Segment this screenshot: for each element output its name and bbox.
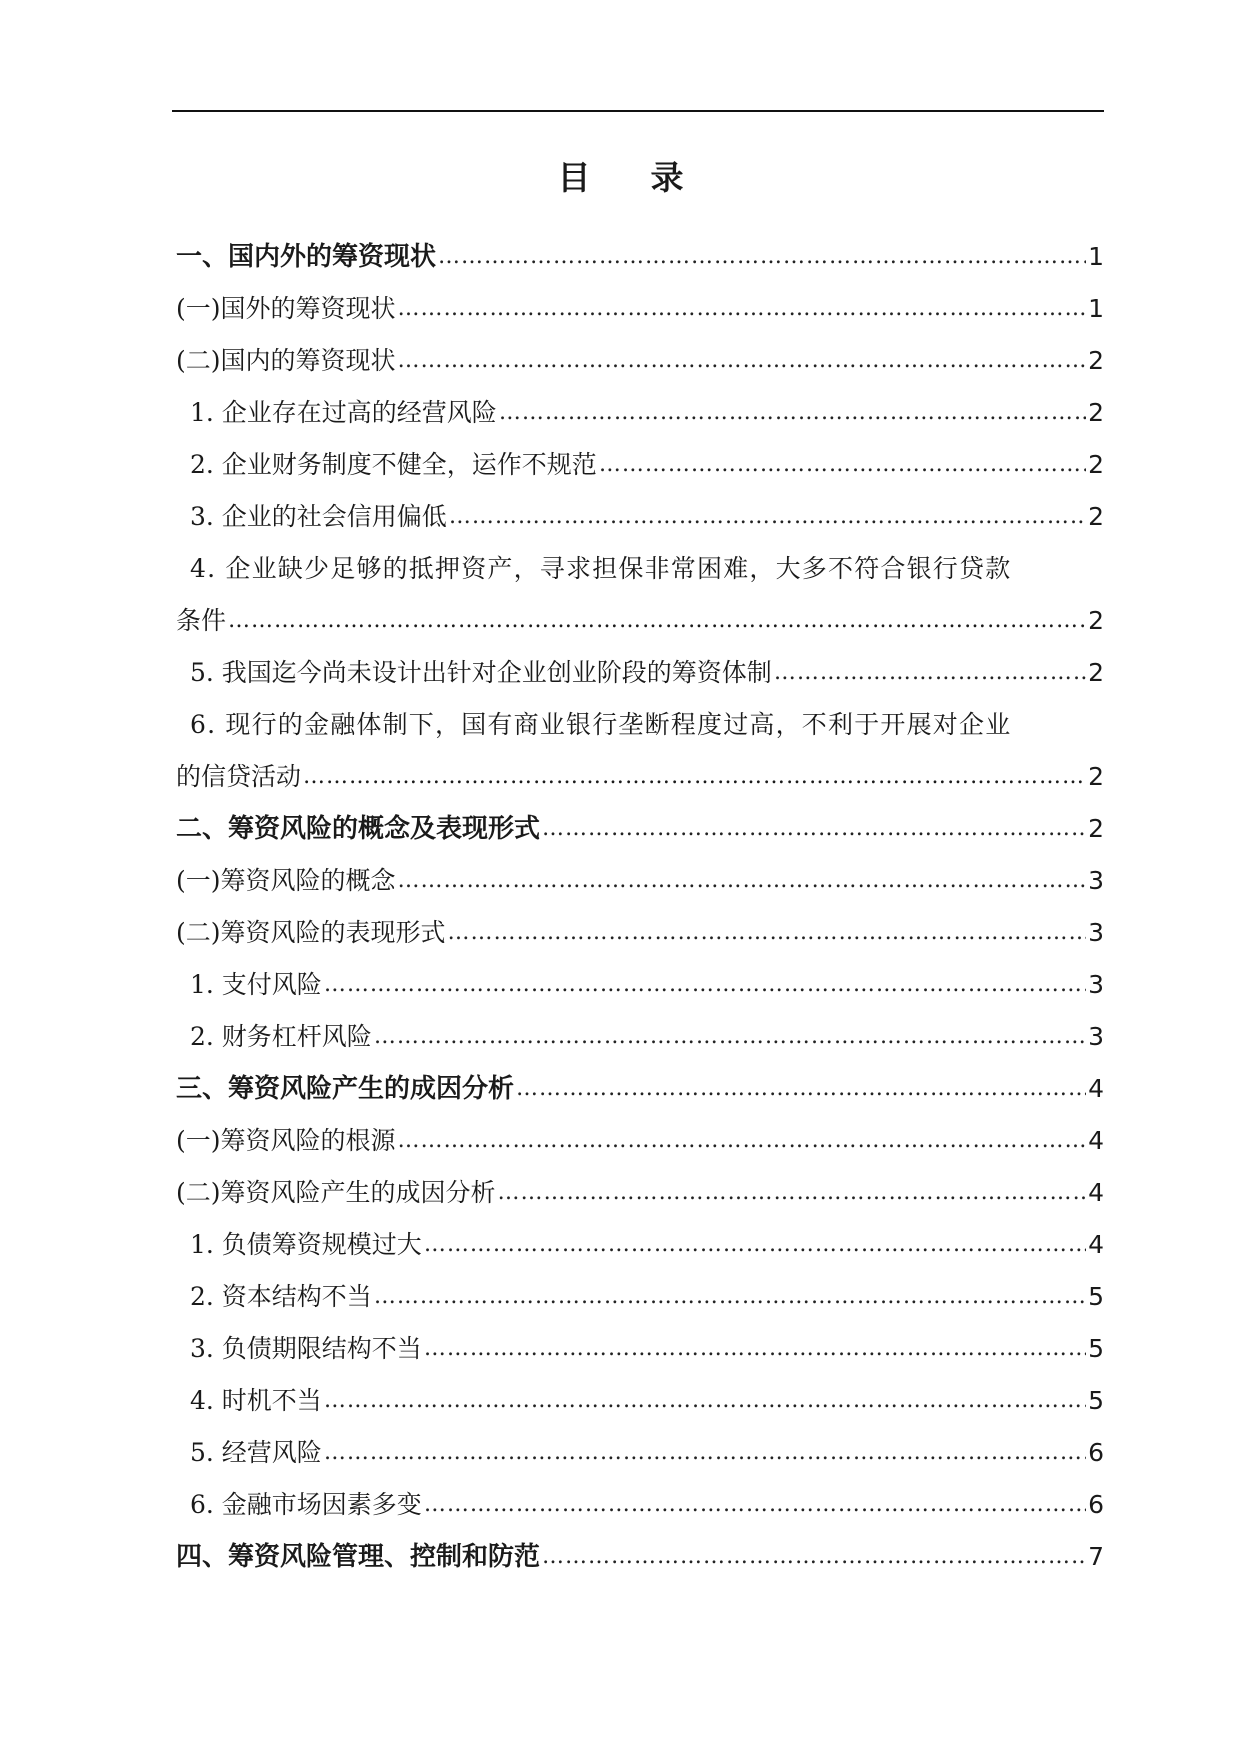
toc-entry-text: 1. 企业存在过高的经营风险 <box>190 398 497 427</box>
toc-page-number: 2 <box>1088 606 1104 635</box>
toc-entry[interactable] <box>176 1522 1104 1574</box>
toc-leader-dots <box>322 1436 1086 1470</box>
toc-entry-text: 4. 企业缺少足够的抵押资产，寻求担保非常困难，大多不符合银行贷款 <box>190 554 1012 583</box>
toc-page-number: 2 <box>1088 502 1104 531</box>
toc-entry-text: 1. 负债筹资规模过大 <box>190 1230 422 1259</box>
toc-entry-line-1 <box>176 690 1104 742</box>
toc-entry[interactable] <box>176 1470 1104 1522</box>
toc-leader-dots <box>322 1384 1086 1418</box>
toc-entry[interactable] <box>176 898 1104 950</box>
toc-entry-text: (一)国外的筹资现状 <box>176 294 396 323</box>
toc-leader-dots <box>322 968 1086 1002</box>
toc-page-number: 4 <box>1088 1074 1104 1103</box>
toc-entry-text: 四、筹资风险管理、控制和防范 <box>176 1542 541 1572</box>
toc-entry[interactable] <box>176 638 1104 690</box>
toc-entry[interactable] <box>176 534 1104 638</box>
toc-entry-text: 5. 我国迄今尚未设计出针对企业创业阶段的筹资体制 <box>190 658 772 687</box>
toc-entry[interactable] <box>176 1210 1104 1262</box>
toc-entry-text: (一)筹资风险的概念 <box>176 866 396 895</box>
toc-page-number: 2 <box>1088 346 1104 375</box>
toc-entry-line-2 <box>176 742 1104 794</box>
toc-entry[interactable] <box>176 222 1104 274</box>
toc-entry-line-1 <box>176 534 1104 586</box>
toc-leader-dots <box>396 292 1087 326</box>
toc-leader-dots <box>396 344 1087 378</box>
header-rule <box>172 110 1104 112</box>
toc-leader-dots <box>396 1124 1087 1158</box>
toc-leader-dots <box>396 864 1087 898</box>
toc-page-number: 5 <box>1088 1282 1104 1311</box>
toc-title: 目录 <box>557 158 744 197</box>
toc-page-number: 1 <box>1088 242 1104 271</box>
toc-leader-dots <box>446 916 1087 950</box>
toc-leader-dots <box>496 1176 1087 1210</box>
toc-entry[interactable] <box>176 482 1104 534</box>
toc-entry[interactable] <box>176 1314 1104 1366</box>
toc-leader-dots <box>422 1332 1086 1366</box>
toc-entry[interactable] <box>176 378 1104 430</box>
toc-page-number: 2 <box>1088 814 1104 843</box>
toc-page-number: 3 <box>1088 866 1104 895</box>
toc-entry-text: (二)筹资风险的表现形式 <box>176 918 446 947</box>
toc-leader-dots <box>422 1488 1086 1522</box>
toc-entry[interactable] <box>176 1158 1104 1210</box>
toc-page-number: 5 <box>1088 1334 1104 1363</box>
toc-leader-dots <box>226 604 1086 638</box>
toc-leader-dots <box>540 812 1086 846</box>
toc-entry[interactable] <box>176 326 1104 378</box>
toc-leader-dots <box>597 448 1086 482</box>
toc-entry[interactable] <box>176 846 1104 898</box>
toc-leader-dots <box>372 1020 1086 1054</box>
toc-page-number: 3 <box>1088 1022 1104 1051</box>
toc-leader-dots <box>772 656 1086 690</box>
toc-entry-text: 1. 支付风险 <box>190 970 322 999</box>
toc-entry-text: (二)筹资风险产生的成因分析 <box>176 1178 496 1207</box>
toc-entry-text: 3. 企业的社会信用偏低 <box>190 502 447 531</box>
toc-entry-text: 6. 现行的金融体制下，国有商业银行垄断程度过高，不利于开展对企业 <box>190 710 1012 739</box>
toc-entry-text: 一、国内外的筹资现状 <box>176 242 437 272</box>
toc-entry-text: 3. 负债期限结构不当 <box>190 1334 422 1363</box>
toc-entry-text: 4. 时机不当 <box>190 1386 322 1415</box>
toc-entry[interactable] <box>176 274 1104 326</box>
toc-page-number: 2 <box>1088 762 1104 791</box>
toc-entry-line-2 <box>176 586 1104 638</box>
toc-entry-text: (二)国内的筹资现状 <box>176 346 396 375</box>
toc-page-number: 2 <box>1088 398 1104 427</box>
toc-page-number: 4 <box>1088 1230 1104 1259</box>
toc-entry-text: 2. 财务杠杆风险 <box>190 1022 372 1051</box>
toc-entry-text: 5. 经营风险 <box>190 1438 322 1467</box>
toc-entry-text: (一)筹资风险的根源 <box>176 1126 396 1155</box>
toc-entry-text-continued: 条件 <box>176 606 227 635</box>
toc-leader-dots <box>436 240 1086 274</box>
toc-entry[interactable] <box>176 950 1104 1002</box>
toc-page-number: 4 <box>1088 1126 1104 1155</box>
toc-page-number: 2 <box>1088 450 1104 479</box>
toc-entry[interactable] <box>176 690 1104 794</box>
toc-entry-text: 2. 资本结构不当 <box>190 1282 372 1311</box>
toc-page-number: 6 <box>1088 1490 1104 1519</box>
toc-page-number: 3 <box>1088 918 1104 947</box>
toc-entry[interactable] <box>176 1054 1104 1106</box>
toc-page-number: 7 <box>1088 1542 1104 1571</box>
toc-page-number: 1 <box>1088 294 1104 323</box>
toc-leader-dots <box>497 396 1086 430</box>
toc-entry[interactable] <box>176 1262 1104 1314</box>
toc-entry[interactable] <box>176 430 1104 482</box>
toc-leader-dots <box>540 1540 1086 1574</box>
toc-entry[interactable] <box>176 1002 1104 1054</box>
toc-entry-text: 2. 企业财务制度不健全，运作不规范 <box>190 450 597 479</box>
toc-entry-text: 二、筹资风险的概念及表现形式 <box>176 814 541 844</box>
toc-leader-dots <box>301 760 1086 794</box>
toc-leader-dots <box>447 500 1086 534</box>
toc-leader-dots <box>372 1280 1086 1314</box>
toc-page-number: 3 <box>1088 970 1104 999</box>
toc-entry[interactable] <box>176 1366 1104 1418</box>
toc-leader-dots <box>422 1228 1086 1262</box>
toc-page-number: 5 <box>1088 1386 1104 1415</box>
toc-entry[interactable] <box>176 1418 1104 1470</box>
toc-leader-dots <box>514 1072 1086 1106</box>
toc-page-number: 6 <box>1088 1438 1104 1467</box>
toc-entry[interactable] <box>176 794 1104 846</box>
toc-page-number: 2 <box>1088 658 1104 687</box>
toc-page-number: 4 <box>1088 1178 1104 1207</box>
toc-entry[interactable] <box>176 1106 1104 1158</box>
toc-entry-text: 三、筹资风险产生的成因分析 <box>176 1074 515 1104</box>
toc-entry-text-continued: 的信贷活动 <box>176 762 302 791</box>
table-of-contents <box>176 222 1104 1574</box>
toc-entry-text: 6. 金融市场因素多变 <box>190 1490 422 1519</box>
